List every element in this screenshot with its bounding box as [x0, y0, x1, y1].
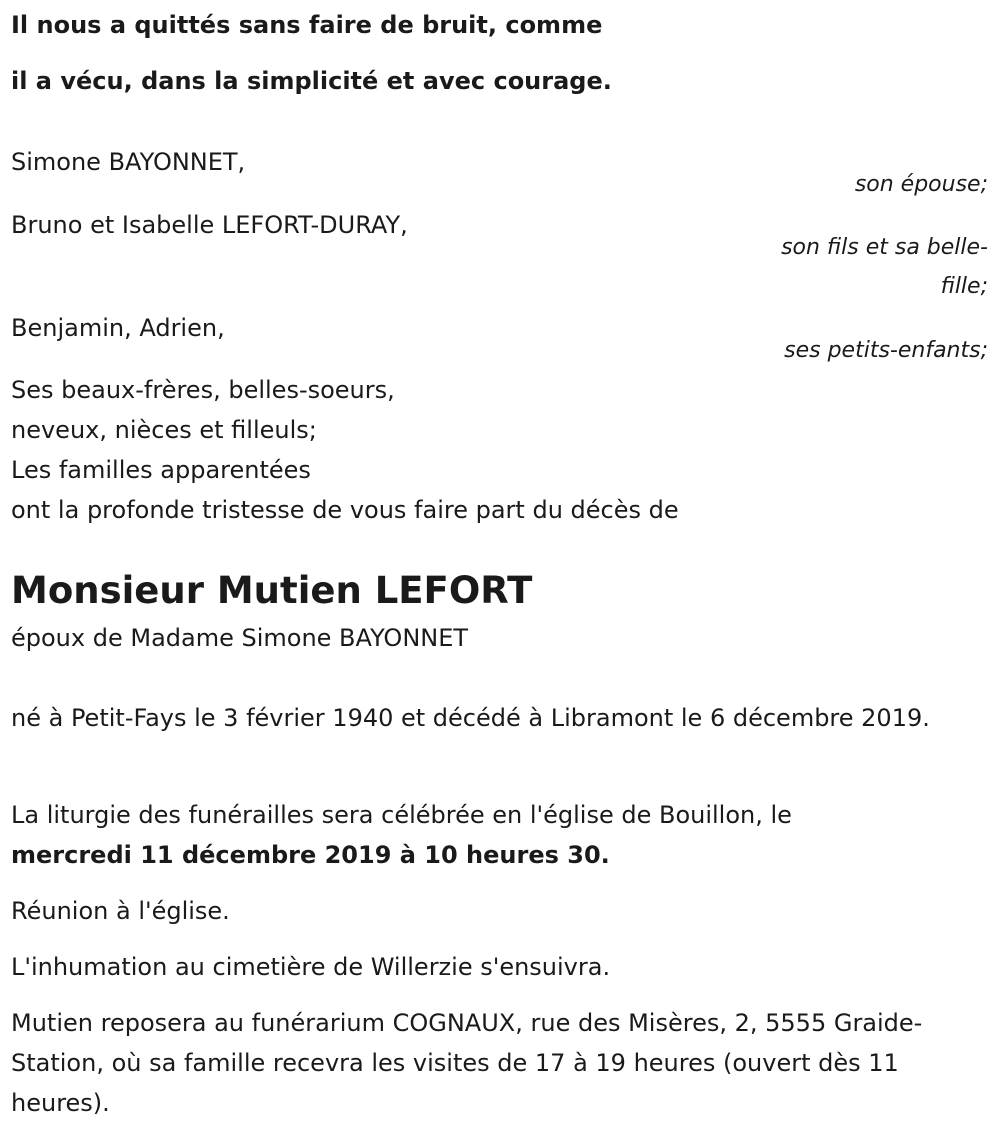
others-line-2: neveux, nièces et filleuls; — [11, 416, 317, 444]
family-role-son-line-1: son fils et sa belle- — [781, 235, 988, 260]
visits-paragraph: Mutien reposera au funérarium COGNAUX, rue des Misères, 2, 5555 Graide-Station, où sa famille recevra les visites de 17 à 19 heures (ouvert dès 11 heures). — [11, 1009, 923, 1117]
liturgy-text: La liturgie des funérailles sera célébrée en l'église de Bouillon, le — [11, 801, 792, 829]
others-line-1: Ses beaux-frères, belles-soeurs, — [11, 376, 395, 404]
family-role-spouse: son épouse; — [854, 172, 988, 197]
family-role-son-line-2: fille; — [940, 274, 988, 299]
deceased-spouse: époux de Madame Simone BAYONNET — [11, 624, 469, 652]
family-name-grandchildren: Benjamin, Adrien, — [11, 314, 225, 342]
liturgy-paragraph — [11, 795, 986, 875]
burial-paragraph: L'inhumation au cimetière de Willerzie s'ensuivra. — [11, 953, 611, 981]
family-name-son: Bruno et Isabelle LEFORT-DURAY, — [11, 211, 408, 239]
liturgy-date: mercredi 11 décembre 2019 à 10 heures 30. — [11, 841, 610, 869]
others-line-3: Les familles apparentées — [11, 456, 311, 484]
reunion-paragraph: Réunion à l'église. — [11, 897, 230, 925]
intro-line-1: Il nous a quittés sans faire de bruit, comme — [11, 11, 603, 39]
family-name-spouse: Simone BAYONNET, — [11, 148, 246, 176]
others-line-4: ont la profonde tristesse de vous faire part du décès de — [11, 496, 679, 524]
intro-line-2: il a vécu, dans la simplicité et avec courage. — [11, 67, 612, 95]
birth-death-paragraph: né à Petit-Fays le 3 février 1940 et décédé à Libramont le 6 décembre 2019. — [11, 704, 930, 732]
family-role-grandchildren: ses petits-enfants; — [784, 338, 988, 363]
deceased-name: Monsieur Mutien LEFORT — [11, 569, 533, 612]
